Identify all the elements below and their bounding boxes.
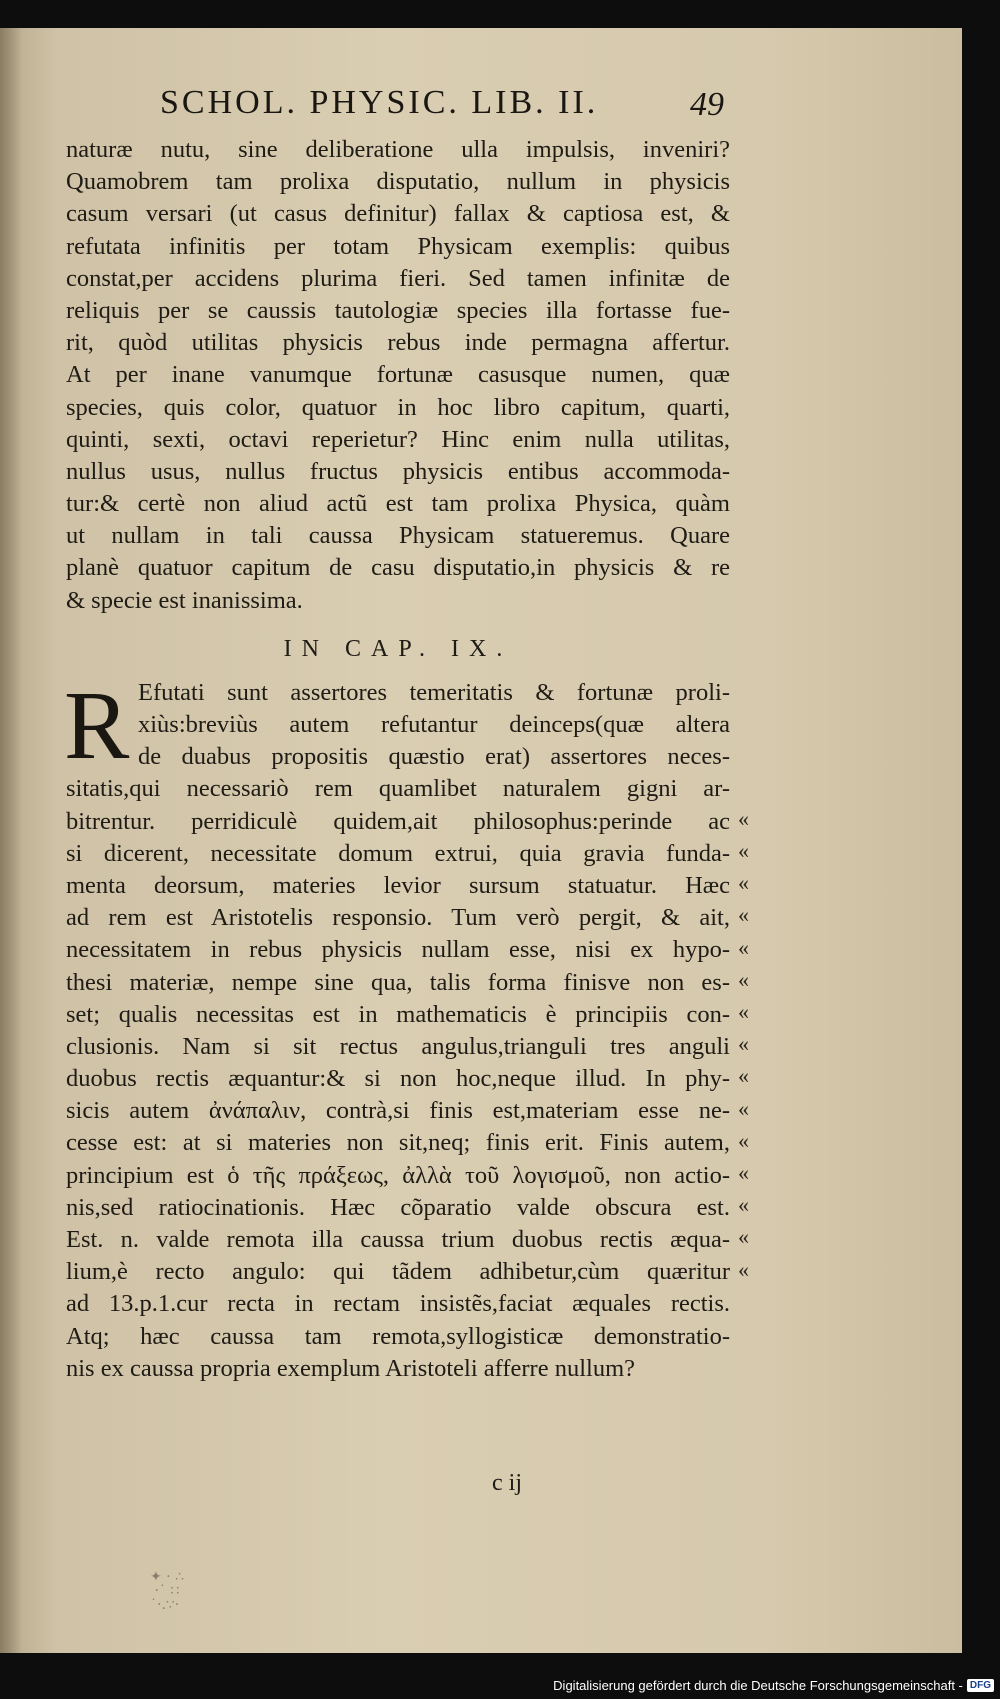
text-line: de duabus propositis quæstio erat) assertores neces- (138, 743, 730, 771)
text-line: menta deorsum, materies levior sursum statuatur. Hæc (66, 871, 730, 899)
quote-mark: « (738, 1063, 749, 1089)
paragraph-2 (64, 671, 730, 1385)
quote-mark: « (738, 902, 749, 928)
text-line: species, quis color, quatuor in hoc libro capitum, quarti, (66, 393, 730, 421)
quote-mark: « (738, 1031, 749, 1057)
text-line: necessitatem in rebus physicis nullam esse, nisi ex hypo- (66, 936, 730, 964)
text-line: Atq; hæc caussa tam remota,syllogisticæ demonstratio- (66, 1322, 730, 1350)
text-line: Quamobrem tam prolixa disputatio, nullum in physicis (66, 168, 730, 196)
text-line: set; qualis necessitas est in mathematicis è principiis con- (66, 1000, 730, 1028)
book-page (0, 28, 962, 1653)
text-line: sicis autem ἀνάπαλιν, contrà,si finis est,materiam esse ne- (66, 1097, 730, 1125)
text-line: si dicerent, necessitate domum extrui, quia gravia funda- (66, 839, 730, 867)
text-line: constat,per accidens plurima fieri. Sed tamen infinitæ de (66, 264, 730, 292)
page-number: 49 (690, 86, 724, 123)
quote-mark: « (738, 870, 749, 896)
text-line: ad rem est Aristotelis responsio. Tum verò pergit, & ait, (66, 904, 730, 932)
text-line: Est. n. valde remota illa caussa trium duobus rectis æqua- (66, 1226, 730, 1253)
quote-mark: « (738, 1160, 749, 1185)
text-line: planè quatuor capitum de casu disputatio,in physicis & re (66, 554, 730, 582)
text-line: sitatis,qui necessariò rem quamlibet naturalem gigni ar- (66, 775, 730, 803)
text-line: cesse est: at si materies non sit,neq; finis erit. Finis autem, (66, 1129, 730, 1157)
text-line: duobus rectis æquantur:& si non hoc,neque illud. In phy- (66, 1065, 730, 1093)
text-line: reliquis per se caussis tautologiæ species illa fortasse fue- (66, 296, 730, 324)
text-line: principium est ὁ τῆς πράξεως, ἀλλὰ τοῦ λογισμοῦ, non actio- (66, 1161, 730, 1189)
text-line: rit, quòd utilitas physicis rebus inde permagna affertur. (66, 329, 730, 357)
text-line: naturæ nutu, sine deliberatione ulla impulsis, inveniri? (66, 136, 730, 163)
text-line: nullus usus, nullus fructus physicis entibus accommoda- (66, 457, 730, 485)
text-line: ut nullam in tali caussa Physicam statueremus. Quare (66, 522, 730, 550)
quote-mark: « (738, 838, 749, 863)
text-line: nis ex caussa propria exemplum Aristoteli afferre nullum? (66, 1354, 636, 1382)
text-line: thesi materiæ, nempe sine qua, talis forma finisve non es- (66, 968, 730, 996)
quote-mark: « (738, 805, 749, 831)
text-line: ad 13.p.1.cur recta in rectam insistẽs,faciat æquales rectis. (66, 1290, 730, 1318)
digitization-credit (553, 1678, 994, 1693)
signature-mark: c ij (492, 1470, 522, 1496)
quote-mark: « (738, 1192, 749, 1218)
text-line: lium,è recto angulo: qui tãdem adhibetur,cùm quæritur (66, 1258, 730, 1286)
quote-mark: « (738, 1095, 749, 1121)
quote-mark: « (738, 999, 749, 1024)
credit-text: Digitalisierung gefördert durch die Deutsche Forschungsgemeinschaft - (553, 1678, 963, 1693)
dfg-logo: DFG (967, 1679, 994, 1692)
paragraph-1 (66, 134, 730, 617)
text-line: At per inane vanumque fortunæ casusque numen, quæ (66, 361, 730, 389)
text-line: casum versari (ut casus definitur) fallax & captiosa est, & (66, 200, 730, 228)
text-block (66, 134, 730, 1385)
text-line: Efutati sunt assertores temeritatis & fortunæ proli- (138, 678, 730, 706)
text-line: tur:& certè non aliud actũ est tam prolixa Physica, quàm (66, 490, 730, 518)
section-heading: IN CAP. IX. (283, 635, 513, 662)
text-line: xiùs:breviùs autem refutantur deinceps(quæ altera (138, 711, 730, 738)
drop-cap: R (64, 671, 130, 780)
text-line: nis,sed ratiocinationis. Hæc cõparatio valde obscura est. (66, 1193, 730, 1221)
quote-mark: « (738, 1224, 749, 1250)
faded-stamp-ornament: ✦ · ∴ ·˙ ∷ ˙·.∵· (150, 1569, 184, 1613)
text-line: quinti, sexti, octavi reperietur? Hinc enim nulla utilitas, (66, 425, 730, 453)
quote-mark: « (738, 1127, 749, 1153)
text-line: clusionis. Nam si sit rectus angulus,trianguli tres anguli (66, 1032, 730, 1060)
text-line: bitrentur. perridiculè quidem,ait philosophus:perinde ac (66, 807, 730, 835)
quote-mark: « (738, 1256, 749, 1282)
quote-mark: « (738, 934, 749, 960)
quote-mark: « (738, 966, 749, 992)
text-line: refutata infinitis per totam Physicam exemplis: quibus (66, 232, 730, 260)
running-head: SCHOL. PHYSIC. LIB. II. (160, 84, 599, 121)
text-line: & specie est inanissima. (66, 586, 303, 614)
